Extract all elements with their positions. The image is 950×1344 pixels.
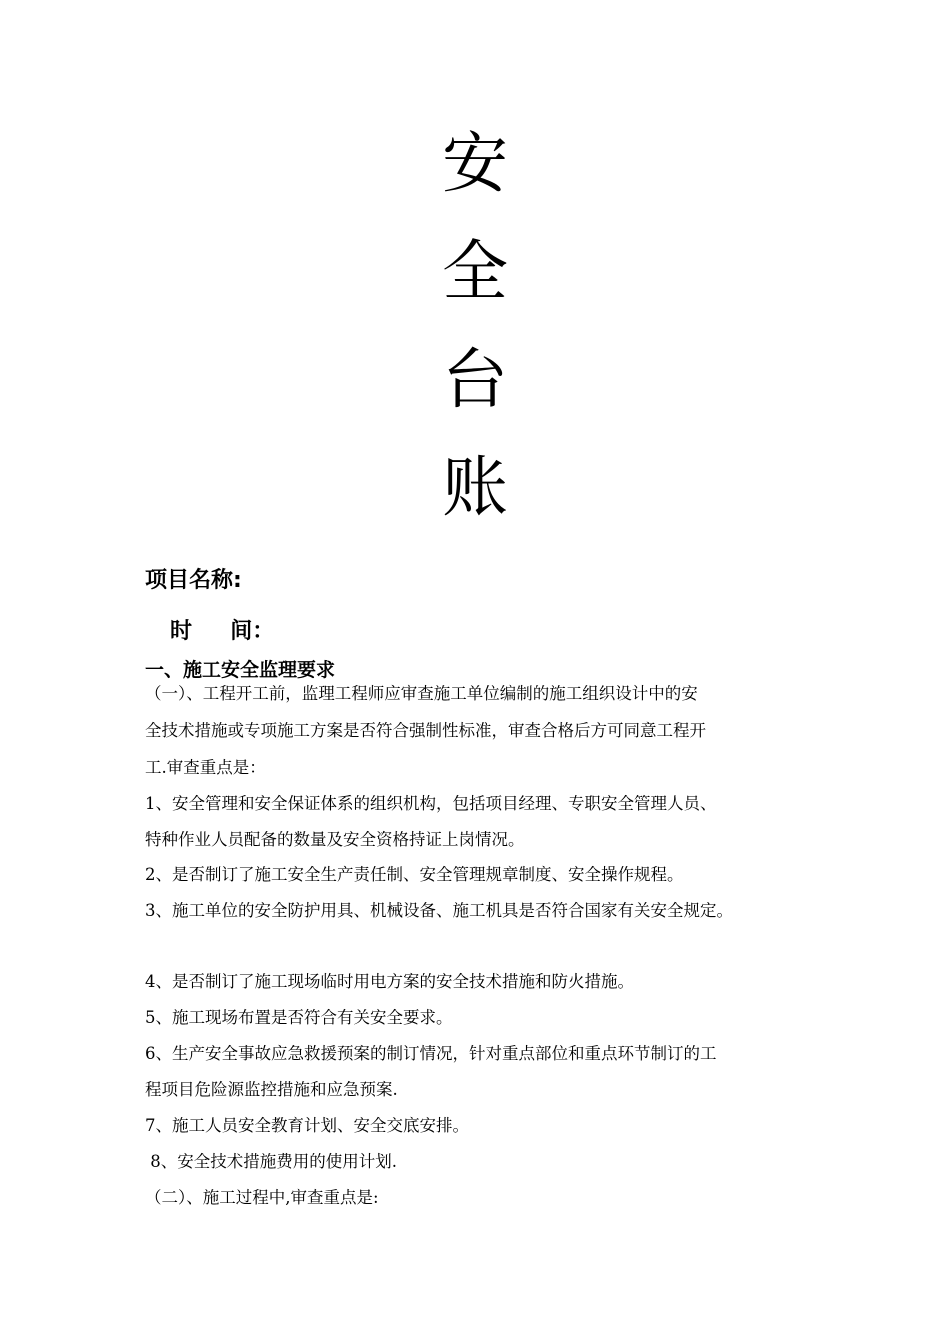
body-line: （二）、施工过程中,审查重点是: <box>145 1188 379 1207</box>
title-char-zhang: 账 <box>442 449 508 526</box>
body-line: 5、施工现场布置是否符合有关安全要求。 <box>145 1008 453 1027</box>
body-line: 3、施工单位的安全防护用具、机械设备、施工机具是否符合国家有关安全规定。 <box>145 901 733 920</box>
title-char-tai: 台 <box>442 341 508 418</box>
title-char-an: 安 <box>442 125 508 202</box>
body-line: 全技术措施或专项施工方案是否符合强制性标准，审查合格后方可同意工程开 <box>145 721 706 740</box>
body-line: 1、安全管理和安全保证体系的组织机构，包括项目经理、专职安全管理人员、 <box>145 794 717 813</box>
body-line: 8、安全技术措施费用的使用计划. <box>145 1152 397 1171</box>
body-line: 6、生产安全事故应急救援预案的制订情况，针对重点部位和重点环节制订的工 <box>145 1044 717 1063</box>
time-label: 时 间： <box>170 619 275 644</box>
body-line: 工.审查重点是： <box>145 758 266 777</box>
body-line: （一）、工程开工前，监理工程师应审查施工单位编制的施工组织设计中的安 <box>145 684 698 703</box>
body-line: 程项目危险源监控措施和应急预案. <box>145 1080 398 1099</box>
project-name-label: 项目名称: <box>145 568 242 593</box>
body-line: 4、是否制订了施工现场临时用电方案的安全技术措施和防火措施。 <box>145 972 634 991</box>
title-char-quan: 全 <box>442 233 508 310</box>
body-line: 7、施工人员安全教育计划、安全交底安排。 <box>145 1116 469 1135</box>
body-line: 2、是否制订了施工安全生产责任制、安全管理规章制度、安全操作规程。 <box>145 865 684 884</box>
section-heading: 一、施工安全监理要求 <box>145 659 336 681</box>
body-line: 特种作业人员配备的数量及安全资格持证上岗情况。 <box>145 830 525 849</box>
